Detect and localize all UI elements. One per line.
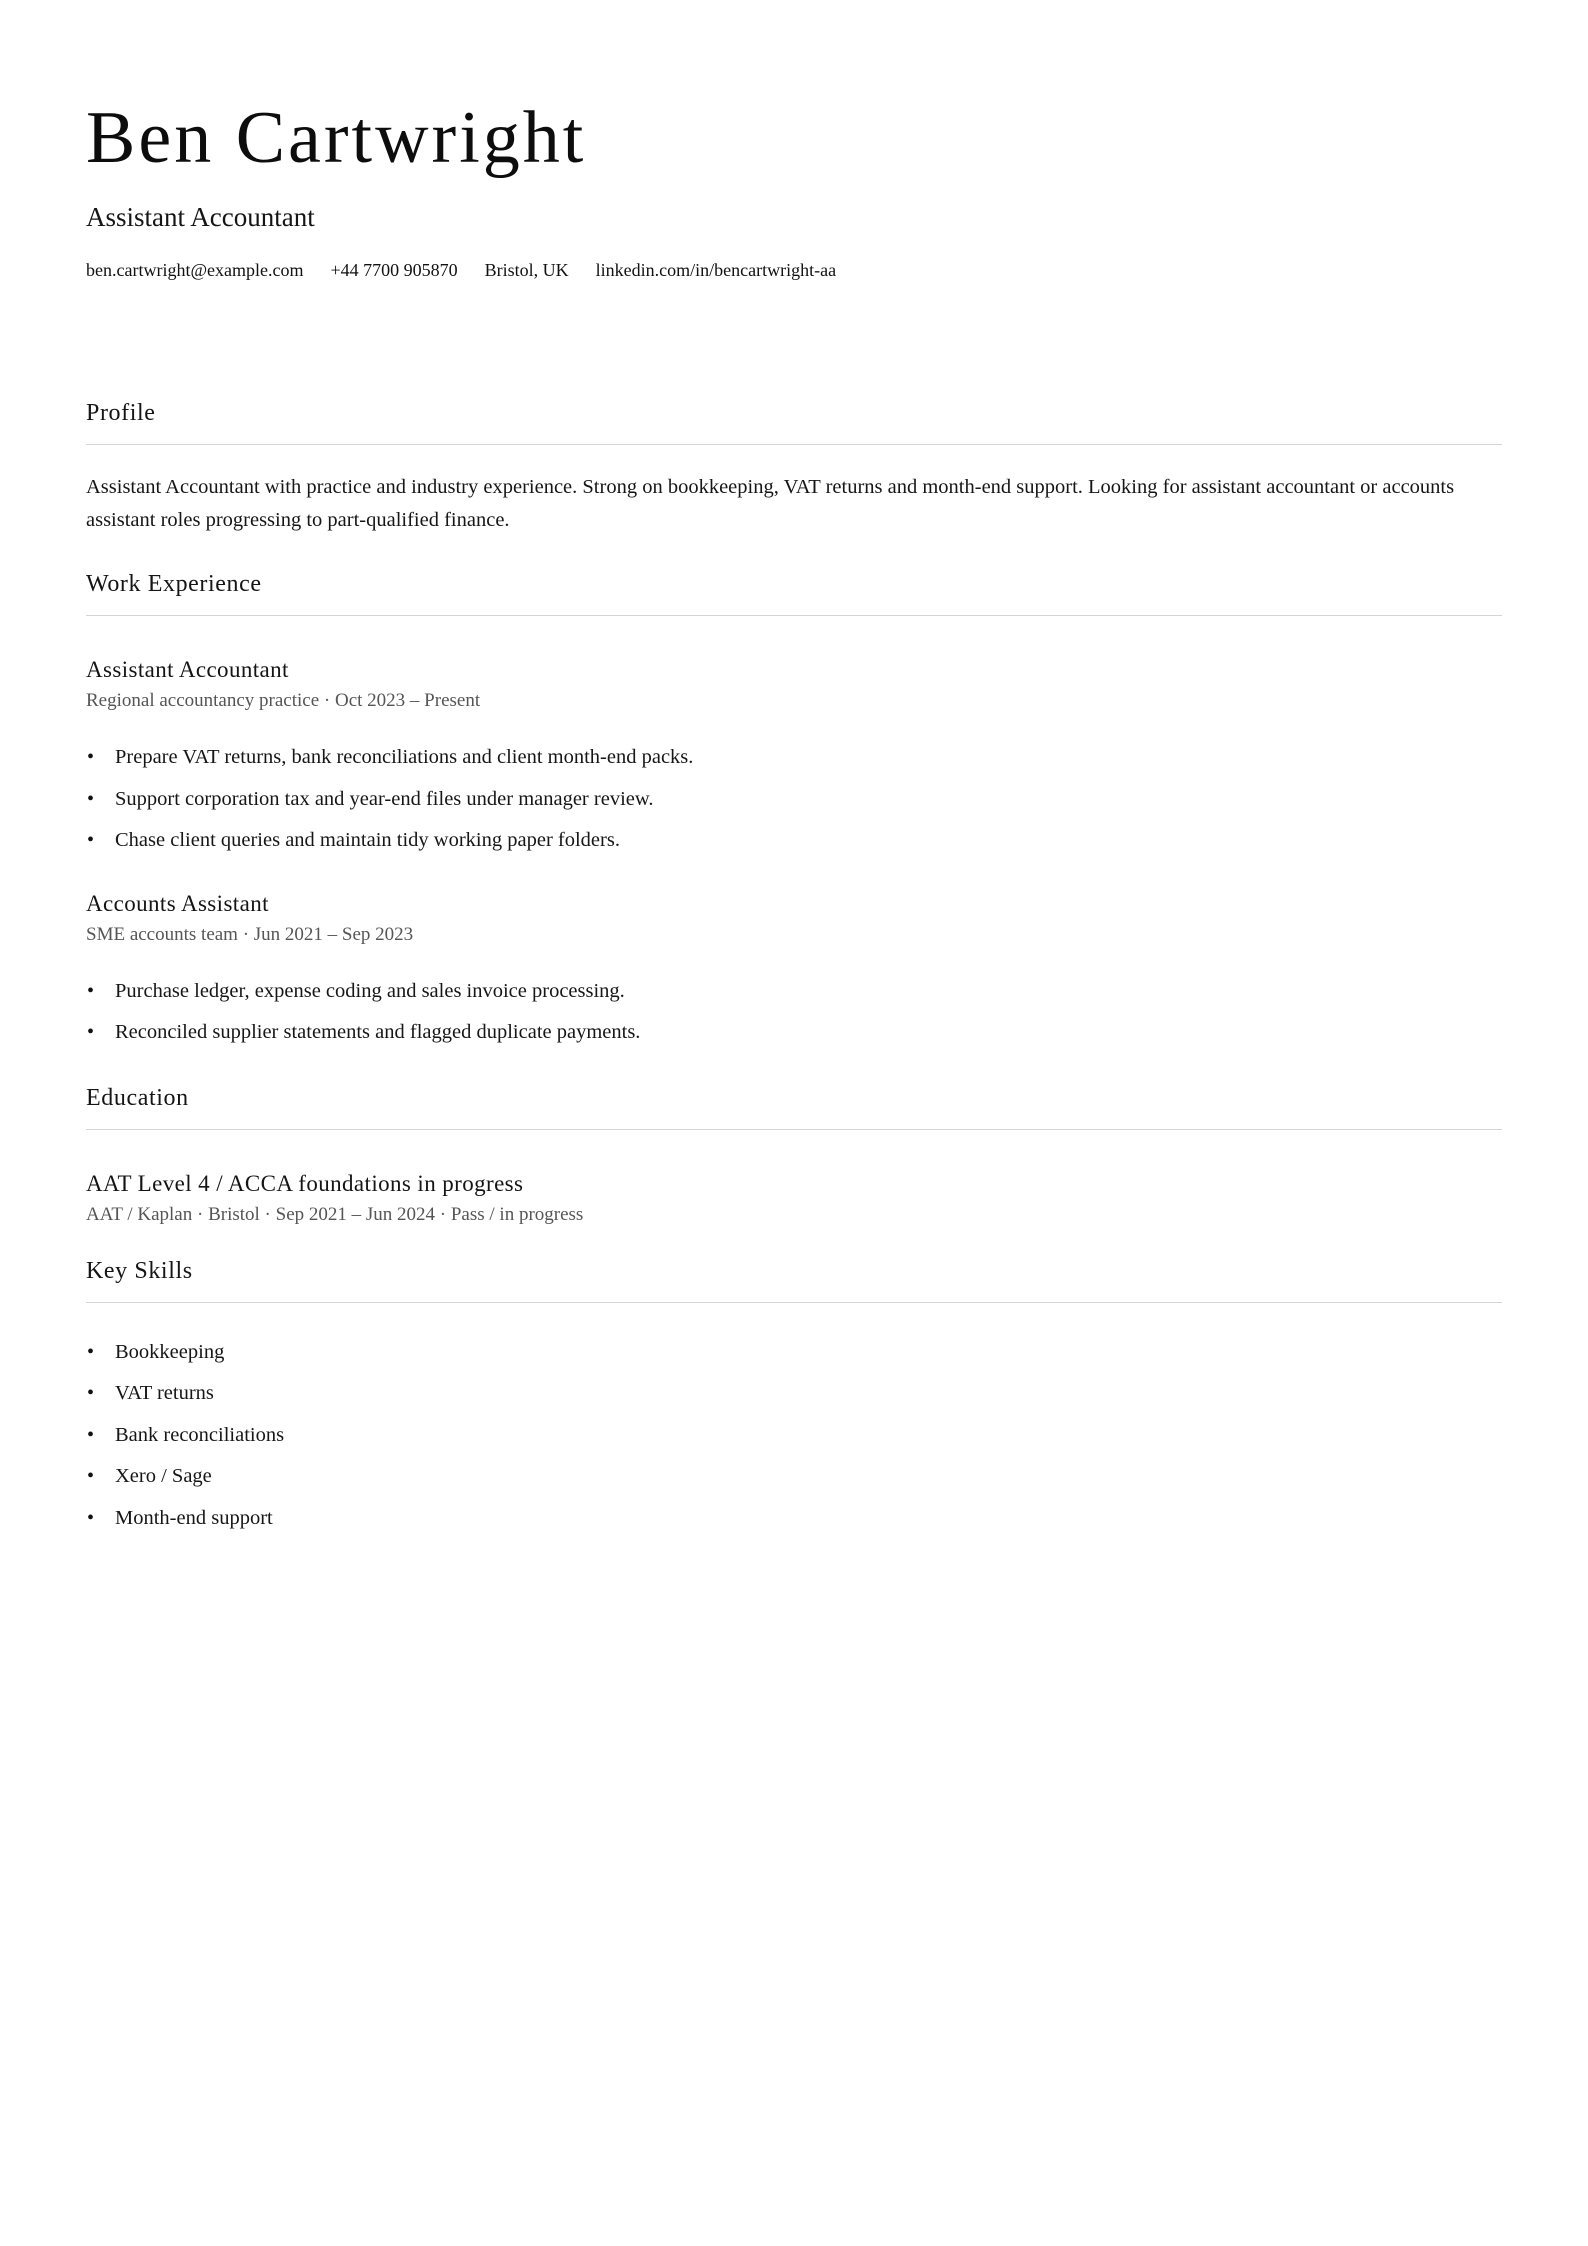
contact-email: ben.cartwright@example.com — [86, 260, 304, 280]
skill-item — [86, 1498, 1502, 1540]
job-title: Accounts Assistant — [86, 890, 269, 916]
section-heading-work-experience: Work Experience — [86, 569, 1502, 616]
job-bullet-text: Prepare VAT returns, bank reconciliations and client month-end packs. — [115, 746, 694, 768]
skill-text: Bookkeeping — [115, 1340, 225, 1363]
contact-location: Bristol, UK — [484, 260, 569, 280]
resume-header — [86, 0, 1502, 281]
bullet-icon: • — [87, 746, 95, 768]
bullet-icon: • — [87, 1506, 95, 1529]
job-bullet — [86, 737, 1502, 779]
job-bullet — [86, 779, 1502, 821]
bullet-icon: • — [87, 1465, 95, 1487]
job-entry — [86, 656, 1502, 862]
work-experience-section — [86, 569, 1502, 1054]
job-meta: SME accounts team · Jun 2021 – Sep 2023 — [86, 923, 414, 945]
job-bullets — [86, 971, 1502, 1054]
skill-text: Month-end support — [115, 1506, 273, 1529]
job-bullet-text: Support corporation tax and year-end files under manager review. — [115, 787, 654, 810]
job-bullet-text: Chase client queries and maintain tidy working paper folders. — [115, 829, 620, 851]
bullet-icon: • — [87, 1021, 95, 1043]
education-section — [86, 1083, 1502, 1227]
job-bullet-text: Purchase ledger, expense coding and sales invoice processing. — [115, 979, 625, 1002]
candidate-title: Assistant Accountant — [86, 202, 315, 232]
job-meta: Regional accountancy practice · Oct 2023 – Present — [86, 690, 481, 711]
section-heading-key-skills: Key Skills — [86, 1256, 1502, 1303]
job-bullet — [86, 1012, 1502, 1054]
skill-text: Xero / Sage — [115, 1465, 212, 1487]
bullet-icon: • — [87, 1382, 95, 1404]
contact-linkedin: linkedin.com/in/bencartwright-aa — [595, 260, 837, 280]
bullet-icon: • — [87, 1423, 95, 1446]
job-title: Assistant Accountant — [86, 657, 289, 682]
job-entry — [86, 890, 1502, 1054]
job-bullet — [86, 820, 1502, 862]
bullet-icon: • — [87, 829, 95, 851]
bullet-icon: • — [87, 979, 95, 1002]
candidate-name: Ben Cartwright — [86, 97, 587, 179]
skill-item — [86, 1456, 1502, 1498]
section-heading-education: Education — [86, 1083, 1502, 1130]
skill-item — [86, 1415, 1502, 1457]
education-title: AAT Level 4 / ACCA foundations in progress — [86, 1170, 524, 1196]
key-skills-section — [86, 1256, 1502, 1540]
skill-item — [86, 1332, 1502, 1374]
skill-text: Bank reconciliations — [115, 1423, 285, 1446]
education-meta: AAT / Kaplan · Bristol · Sep 2021 – Jun 2024 · Pass / in progress — [86, 1203, 584, 1225]
contact-line — [86, 259, 1502, 281]
profile-section — [86, 398, 1502, 537]
bullet-icon: • — [87, 1340, 95, 1363]
profile-text: Assistant Accountant with practice and industry experience. Strong on bookkeeping, VAT returns and month-end support. Looking for assistant accountant or accounts assistant roles progressing to part-qualified finance. — [86, 476, 1455, 531]
skill-text: VAT returns — [115, 1382, 214, 1404]
education-entry — [86, 1170, 1502, 1227]
job-bullets — [86, 737, 1502, 862]
bullet-icon: • — [87, 787, 95, 810]
section-heading-profile: Profile — [86, 398, 1502, 445]
skills-list — [86, 1332, 1502, 1540]
job-bullet — [86, 971, 1502, 1013]
job-bullet-text: Reconciled supplier statements and flagged duplicate payments. — [115, 1021, 641, 1043]
skill-item — [86, 1373, 1502, 1415]
contact-phone: +44 7700 905870 — [330, 260, 458, 280]
